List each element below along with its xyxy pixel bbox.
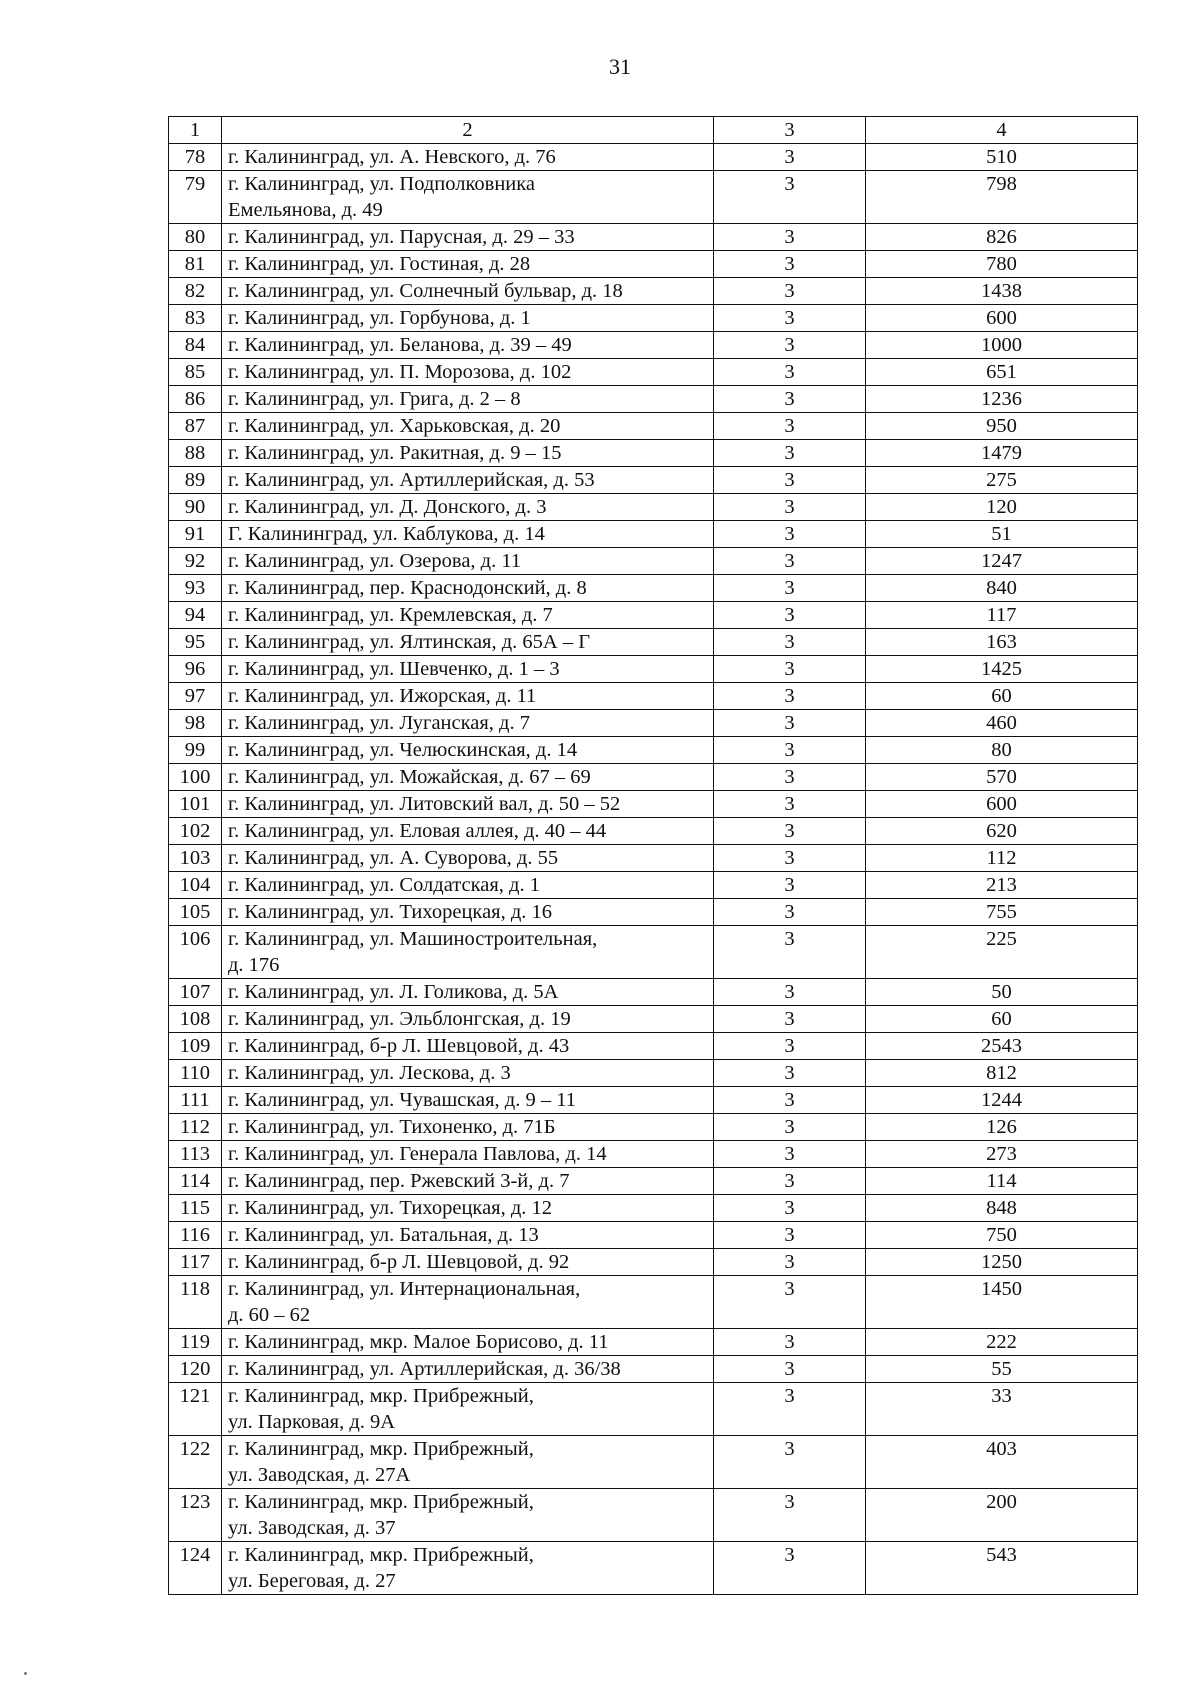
row-number: 84 (169, 332, 222, 359)
row-address: г. Калининград, ул. Машиностроительная, д. 176 (222, 926, 714, 979)
row-value: 600 (866, 791, 1138, 818)
row-address: г. Калининград, мкр. Прибрежный, ул. Заводская, д. 27А (222, 1436, 714, 1489)
row-category: 3 (714, 171, 866, 224)
row-address: г. Калининград, пер. Краснодонский, д. 8 (222, 575, 714, 602)
row-value: 403 (866, 1436, 1138, 1489)
row-number: 119 (169, 1329, 222, 1356)
table-row (169, 440, 1138, 467)
row-value: 840 (866, 575, 1138, 602)
row-value: 33 (866, 1383, 1138, 1436)
row-value: 222 (866, 1329, 1138, 1356)
row-category: 3 (714, 1542, 866, 1595)
row-category: 3 (714, 386, 866, 413)
row-number: 78 (169, 144, 222, 171)
row-category: 3 (714, 737, 866, 764)
row-category: 3 (714, 1141, 866, 1168)
table-row (169, 764, 1138, 791)
row-address: г. Калининград, ул. Горбунова, д. 1 (222, 305, 714, 332)
table-row (169, 548, 1138, 575)
table-row (169, 494, 1138, 521)
row-value: 510 (866, 144, 1138, 171)
row-category: 3 (714, 548, 866, 575)
row-address: г. Калининград, мкр. Прибрежный, ул. Парковая, д. 9А (222, 1383, 714, 1436)
row-address: г. Калининград, ул. Тихорецкая, д. 12 (222, 1195, 714, 1222)
row-number: 88 (169, 440, 222, 467)
row-category: 3 (714, 1114, 866, 1141)
table-row (169, 1006, 1138, 1033)
row-number: 91 (169, 521, 222, 548)
row-value: 826 (866, 224, 1138, 251)
row-address: г. Калининград, ул. Озерова, д. 11 (222, 548, 714, 575)
row-category: 3 (714, 1276, 866, 1329)
row-value: 1244 (866, 1087, 1138, 1114)
row-number: 101 (169, 791, 222, 818)
table-row (169, 979, 1138, 1006)
row-value: 117 (866, 602, 1138, 629)
row-number: 106 (169, 926, 222, 979)
scan-dot (24, 1672, 27, 1675)
row-number: 121 (169, 1383, 222, 1436)
row-address: г. Калининград, ул. Гостиная, д. 28 (222, 251, 714, 278)
row-address: г. Калининград, ул. Кремлевская, д. 7 (222, 602, 714, 629)
table-body (169, 117, 1138, 1595)
row-category: 3 (714, 440, 866, 467)
table-row (169, 1033, 1138, 1060)
row-value: 1425 (866, 656, 1138, 683)
row-number: 93 (169, 575, 222, 602)
row-number: 82 (169, 278, 222, 305)
row-value: 80 (866, 737, 1138, 764)
row-category: 3 (714, 979, 866, 1006)
table-row (169, 278, 1138, 305)
row-value: 163 (866, 629, 1138, 656)
column-header-4: 4 (866, 117, 1138, 144)
row-address: г. Калининград, ул. Артиллерийская, д. 53 (222, 467, 714, 494)
row-address: г. Калининград, ул. Можайская, д. 67 – 69 (222, 764, 714, 791)
row-address: г. Калининград, ул. Л. Голикова, д. 5А (222, 979, 714, 1006)
row-number: 79 (169, 171, 222, 224)
row-category: 3 (714, 494, 866, 521)
row-number: 108 (169, 1006, 222, 1033)
row-number: 117 (169, 1249, 222, 1276)
address-table (168, 116, 1138, 1595)
row-category: 3 (714, 359, 866, 386)
table-row (169, 224, 1138, 251)
row-category: 3 (714, 764, 866, 791)
row-value: 55 (866, 1356, 1138, 1383)
row-address: г. Калининград, ул. Луганская, д. 7 (222, 710, 714, 737)
table-row (169, 1141, 1138, 1168)
row-value: 460 (866, 710, 1138, 737)
row-category: 3 (714, 413, 866, 440)
row-category: 3 (714, 521, 866, 548)
row-address: г. Калининград, мкр. Прибрежный, ул. Заводская, д. 37 (222, 1489, 714, 1542)
row-category: 3 (714, 278, 866, 305)
row-value: 225 (866, 926, 1138, 979)
row-value: 213 (866, 872, 1138, 899)
row-value: 1250 (866, 1249, 1138, 1276)
row-value: 2543 (866, 1033, 1138, 1060)
row-category: 3 (714, 602, 866, 629)
row-address: г. Калининград, пер. Ржевский 3-й, д. 7 (222, 1168, 714, 1195)
row-category: 3 (714, 332, 866, 359)
row-number: 100 (169, 764, 222, 791)
row-address: г. Калининград, ул. Шевченко, д. 1 – 3 (222, 656, 714, 683)
row-address: г. Калининград, ул. Солдатская, д. 1 (222, 872, 714, 899)
row-value: 620 (866, 818, 1138, 845)
row-number: 118 (169, 1276, 222, 1329)
row-number: 104 (169, 872, 222, 899)
row-category: 3 (714, 575, 866, 602)
row-address: г. Калининград, ул. Тихорецкая, д. 16 (222, 899, 714, 926)
table-row (169, 521, 1138, 548)
row-address: г. Калининград, мкр. Малое Борисово, д. 11 (222, 1329, 714, 1356)
table-row (169, 1276, 1138, 1329)
row-category: 3 (714, 710, 866, 737)
table-row (169, 359, 1138, 386)
row-category: 3 (714, 1060, 866, 1087)
table-row (169, 1087, 1138, 1114)
column-header-2: 2 (222, 117, 714, 144)
row-value: 798 (866, 171, 1138, 224)
row-number: 116 (169, 1222, 222, 1249)
row-number: 94 (169, 602, 222, 629)
row-value: 114 (866, 1168, 1138, 1195)
table-row (169, 602, 1138, 629)
row-category: 3 (714, 1356, 866, 1383)
row-category: 3 (714, 1383, 866, 1436)
table-row (169, 413, 1138, 440)
row-number: 114 (169, 1168, 222, 1195)
table-row (169, 656, 1138, 683)
table-header-row (169, 117, 1138, 144)
row-number: 122 (169, 1436, 222, 1489)
row-number: 120 (169, 1356, 222, 1383)
row-value: 1247 (866, 548, 1138, 575)
row-number: 92 (169, 548, 222, 575)
row-value: 950 (866, 413, 1138, 440)
row-category: 3 (714, 224, 866, 251)
row-number: 81 (169, 251, 222, 278)
row-category: 3 (714, 1489, 866, 1542)
table-row (169, 872, 1138, 899)
table-row (169, 710, 1138, 737)
row-category: 3 (714, 791, 866, 818)
row-value: 848 (866, 1195, 1138, 1222)
row-category: 3 (714, 1195, 866, 1222)
row-number: 80 (169, 224, 222, 251)
table-row (169, 1222, 1138, 1249)
table-row (169, 144, 1138, 171)
row-address: г. Калининград, ул. А. Невского, д. 76 (222, 144, 714, 171)
row-value: 543 (866, 1542, 1138, 1595)
row-value: 275 (866, 467, 1138, 494)
table-row (169, 926, 1138, 979)
row-address: г. Калининград, ул. Ялтинская, д. 65А – Г (222, 629, 714, 656)
table-row (169, 818, 1138, 845)
row-value: 1479 (866, 440, 1138, 467)
row-value: 570 (866, 764, 1138, 791)
row-value: 1236 (866, 386, 1138, 413)
row-category: 3 (714, 1168, 866, 1195)
row-number: 124 (169, 1542, 222, 1595)
row-address: г. Калининград, ул. Подполковника Емельянова, д. 49 (222, 171, 714, 224)
row-number: 98 (169, 710, 222, 737)
page-number: 31 (609, 54, 631, 79)
row-category: 3 (714, 305, 866, 332)
table-row (169, 575, 1138, 602)
row-number: 107 (169, 979, 222, 1006)
row-category: 3 (714, 899, 866, 926)
row-number: 86 (169, 386, 222, 413)
row-address: г. Калининград, ул. Лескова, д. 3 (222, 1060, 714, 1087)
row-value: 755 (866, 899, 1138, 926)
row-address: г. Калининград, ул. Челюскинская, д. 14 (222, 737, 714, 764)
table-row (169, 629, 1138, 656)
row-number: 90 (169, 494, 222, 521)
row-value: 1438 (866, 278, 1138, 305)
row-value: 750 (866, 1222, 1138, 1249)
row-category: 3 (714, 144, 866, 171)
row-number: 105 (169, 899, 222, 926)
row-address: г. Калининград, ул. Эльблонгская, д. 19 (222, 1006, 714, 1033)
row-category: 3 (714, 251, 866, 278)
table-row (169, 467, 1138, 494)
table-row (169, 899, 1138, 926)
row-number: 87 (169, 413, 222, 440)
column-header-1: 1 (169, 117, 222, 144)
table-row (169, 1489, 1138, 1542)
row-address: г. Калининград, ул. Генерала Павлова, д. 14 (222, 1141, 714, 1168)
row-category: 3 (714, 683, 866, 710)
table-row (169, 1356, 1138, 1383)
row-number: 95 (169, 629, 222, 656)
row-value: 812 (866, 1060, 1138, 1087)
row-value: 120 (866, 494, 1138, 521)
table-row (169, 1114, 1138, 1141)
row-address: г. Калининград, ул. Батальная, д. 13 (222, 1222, 714, 1249)
row-number: 85 (169, 359, 222, 386)
row-category: 3 (714, 1249, 866, 1276)
row-address: г. Калининград, ул. Артиллерийская, д. 36/38 (222, 1356, 714, 1383)
row-value: 126 (866, 1114, 1138, 1141)
row-category: 3 (714, 1087, 866, 1114)
table-row (169, 1436, 1138, 1489)
row-value: 60 (866, 683, 1138, 710)
row-number: 111 (169, 1087, 222, 1114)
row-value: 600 (866, 305, 1138, 332)
table-row (169, 171, 1138, 224)
row-category: 3 (714, 1436, 866, 1489)
row-value: 51 (866, 521, 1138, 548)
table-row (169, 1168, 1138, 1195)
row-address: г. Калининград, ул. Ижорская, д. 11 (222, 683, 714, 710)
table-row (169, 305, 1138, 332)
table-row (169, 1249, 1138, 1276)
row-address: г. Калининград, ул. А. Суворова, д. 55 (222, 845, 714, 872)
table-row (169, 332, 1138, 359)
row-value: 200 (866, 1489, 1138, 1542)
row-address: г. Калининград, мкр. Прибрежный, ул. Береговая, д. 27 (222, 1542, 714, 1595)
row-number: 112 (169, 1114, 222, 1141)
row-category: 3 (714, 872, 866, 899)
row-number: 99 (169, 737, 222, 764)
row-value: 60 (866, 1006, 1138, 1033)
row-category: 3 (714, 1222, 866, 1249)
table-row (169, 1329, 1138, 1356)
row-number: 123 (169, 1489, 222, 1542)
row-address: г. Калининград, ул. Парусная, д. 29 – 33 (222, 224, 714, 251)
table-row (169, 737, 1138, 764)
row-address: г. Калининград, ул. Литовский вал, д. 50 – 52 (222, 791, 714, 818)
row-number: 96 (169, 656, 222, 683)
row-value: 273 (866, 1141, 1138, 1168)
table-row (169, 386, 1138, 413)
row-number: 89 (169, 467, 222, 494)
row-address: г. Калининград, ул. Еловая аллея, д. 40 – 44 (222, 818, 714, 845)
row-category: 3 (714, 1329, 866, 1356)
table-row (169, 1060, 1138, 1087)
row-address: Г. Калининград, ул. Каблукова, д. 14 (222, 521, 714, 548)
row-category: 3 (714, 845, 866, 872)
row-address: г. Калининград, ул. Харьковская, д. 20 (222, 413, 714, 440)
row-number: 97 (169, 683, 222, 710)
row-category: 3 (714, 926, 866, 979)
row-number: 102 (169, 818, 222, 845)
row-category: 3 (714, 656, 866, 683)
row-address: г. Калининград, ул. Солнечный бульвар, д. 18 (222, 278, 714, 305)
column-header-3: 3 (714, 117, 866, 144)
row-address: г. Калининград, б-р Л. Шевцовой, д. 92 (222, 1249, 714, 1276)
row-number: 110 (169, 1060, 222, 1087)
row-value: 651 (866, 359, 1138, 386)
row-value: 112 (866, 845, 1138, 872)
row-number: 103 (169, 845, 222, 872)
row-category: 3 (714, 629, 866, 656)
row-value: 1000 (866, 332, 1138, 359)
row-value: 50 (866, 979, 1138, 1006)
row-category: 3 (714, 818, 866, 845)
table-row (169, 845, 1138, 872)
table-row (169, 791, 1138, 818)
row-number: 83 (169, 305, 222, 332)
row-number: 113 (169, 1141, 222, 1168)
row-address: г. Калининград, ул. Интернациональная, д. 60 – 62 (222, 1276, 714, 1329)
table-row (169, 1383, 1138, 1436)
row-address: г. Калининград, ул. П. Морозова, д. 102 (222, 359, 714, 386)
row-address: г. Калининград, ул. Тихоненко, д. 71Б (222, 1114, 714, 1141)
row-address: г. Калининград, ул. Д. Донского, д. 3 (222, 494, 714, 521)
row-category: 3 (714, 467, 866, 494)
row-address: г. Калининград, ул. Беланова, д. 39 – 49 (222, 332, 714, 359)
row-value: 1450 (866, 1276, 1138, 1329)
row-address: г. Калининград, ул. Чувашская, д. 9 – 11 (222, 1087, 714, 1114)
row-category: 3 (714, 1006, 866, 1033)
row-address: г. Калининград, ул. Грига, д. 2 – 8 (222, 386, 714, 413)
table-row (169, 683, 1138, 710)
row-address: г. Калининград, ул. Ракитная, д. 9 – 15 (222, 440, 714, 467)
table-row (169, 251, 1138, 278)
row-value: 780 (866, 251, 1138, 278)
row-address: г. Калининград, б-р Л. Шевцовой, д. 43 (222, 1033, 714, 1060)
row-category: 3 (714, 1033, 866, 1060)
table-row (169, 1542, 1138, 1595)
table-row (169, 1195, 1138, 1222)
row-number: 115 (169, 1195, 222, 1222)
row-number: 109 (169, 1033, 222, 1060)
